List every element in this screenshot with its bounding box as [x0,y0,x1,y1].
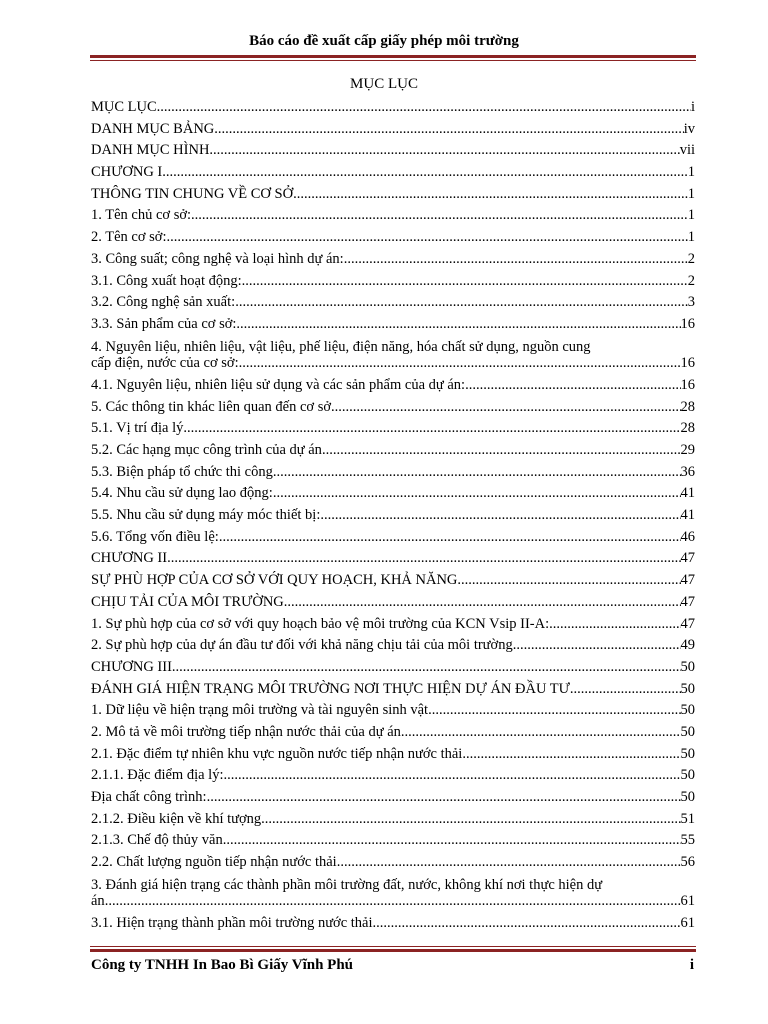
dot-leader [239,355,681,372]
dot-leader [401,722,681,744]
toc-entry-text: 5.2. Các hạng mục công trình của dự án [91,442,322,459]
toc-entry-text: 2.1. Đặc điểm tự nhiên khu vực nguồn nước tiếp nhận nước thải [91,745,463,762]
dot-leader [284,592,681,614]
dot-leader [219,527,681,549]
toc-entry[interactable] [91,592,695,614]
toc-entry-page: 50 [680,745,695,762]
toc-entry[interactable] [91,614,695,636]
dot-leader [242,271,688,293]
dot-leader [344,249,688,271]
toc-entry[interactable] [91,570,695,592]
toc-entry-text: 5.1. Vị trí địa lý [91,420,184,437]
toc-entry-text: DANH MỤC BẢNG [91,120,215,137]
toc-entry[interactable] [91,140,695,162]
toc-entry-text: CHƯƠNG III [91,658,172,675]
page-header-title: Báo cáo đề xuất cấp giấy phép môi trường [249,33,519,49]
toc-entry-page: 50 [680,723,695,740]
toc-entry-page: 50 [680,789,695,806]
toc-entry-page: 50 [680,767,695,784]
footer-company: Công ty TNHH In Bao Bì Giấy Vĩnh Phú [91,957,354,973]
header-rule-thick [90,55,696,58]
toc-entry-text: THÔNG TIN CHUNG VỀ CƠ SỞ [91,185,294,202]
footer-page-number: i [689,957,694,973]
dot-leader [513,635,681,657]
dot-leader [162,162,687,184]
dot-leader [214,119,683,141]
toc-entry-page: 50 [680,702,695,719]
toc-entry-text: SỰ PHÙ HỢP CỦA CƠ SỞ VỚI QUY HOẠCH, KHẢ NĂNG [91,572,458,589]
toc-entry[interactable] [91,336,695,375]
toc-entry[interactable] [91,418,695,440]
dot-leader [223,765,680,787]
toc-entry-text: CHỊU TẢI CỦA MÔI TRƯỜNG [91,593,284,610]
dot-leader [465,375,680,397]
dot-leader [223,830,681,852]
dot-leader [172,657,681,679]
toc-entry-page: iv [683,120,695,137]
toc-entry-text: 3. Công suất; công nghệ và loại hình dự án: [91,250,344,267]
toc-entry[interactable] [91,657,695,679]
toc-entry[interactable] [91,397,695,419]
dot-leader [462,744,680,766]
toc-entry-text: ĐÁNH GIÁ HIỆN TRẠNG MÔI TRƯỜNG NƠI THỰC HIỆN DỰ ÁN ĐẦU TƯ [91,680,570,697]
toc-entry-text: 2. Tên cơ sở: [91,229,167,246]
toc-entry-text: 3.1. Công xuất hoạt động: [91,272,242,289]
toc-entry-text: 5.6. Tổng vốn điều lệ: [91,528,219,545]
toc-entry[interactable] [91,119,695,141]
toc-entry[interactable] [91,635,695,657]
dot-leader [457,570,680,592]
toc-entry[interactable] [91,440,695,462]
toc-entry-text-continued: án [91,893,105,910]
dot-leader [273,483,681,505]
toc-entry-page: 1 [687,185,695,202]
toc-entry-text: DANH MỤC HÌNH [91,142,210,159]
dot-leader [549,614,680,636]
toc-entry-page: 41 [680,485,695,502]
toc-entry[interactable] [91,830,695,852]
toc-entry[interactable] [91,700,695,722]
dot-leader [331,397,680,419]
dot-leader [157,97,691,119]
toc-entry-text: 5.3. Biện pháp tổ chức thi công [91,463,273,480]
toc-entry-text: 1. Dữ liệu về hiện trạng môi trường và tài nguyên sinh vật [91,702,429,719]
toc-entry[interactable] [91,505,695,527]
toc-entry[interactable] [91,527,695,549]
dot-leader [261,809,680,831]
toc-entry-page: 28 [680,398,695,415]
toc-entry-text: CHƯƠNG II [91,550,168,567]
toc-entry-text: 2.1.3. Chế độ thủy văn [91,832,223,849]
toc-entry-page: 46 [680,528,695,545]
toc-entry-text: 3.2. Công nghệ sản xuất: [91,294,236,311]
toc-entry[interactable] [91,375,695,397]
toc-entry-text: 2.1.1. Đặc điểm địa lý: [91,767,224,784]
dot-leader [207,787,681,809]
dot-leader [428,700,680,722]
dot-leader [235,292,688,314]
toc-entry-text: 1. Sự phù hợp của cơ sở với quy hoạch bảo vệ môi trường của KCN Vsip II-A: [91,615,550,632]
toc-entry[interactable] [91,744,695,766]
toc-entry[interactable] [91,809,695,831]
toc-entry-text: 1. Tên chủ cơ sở: [91,207,192,224]
toc-entry[interactable] [91,271,695,293]
dot-leader [236,314,680,336]
toc-entry[interactable] [91,483,695,505]
toc-entry-text: 2. Mô tả về môi trường tiếp nhận nước thải của dự án [91,723,401,740]
dot-leader [183,418,680,440]
toc-entry-text: 4. Nguyên liệu, nhiên liệu, vật liệu, phế liệu, điện năng, hóa chất sử dụng, nguồn cung [91,338,591,355]
toc-entry-text: 3.3. Sản phẩm của cơ sở: [91,315,237,332]
toc-entry-page: 28 [680,420,695,437]
toc-entry-page: 1 [687,207,695,224]
dot-leader [166,227,687,249]
dot-leader [167,548,680,570]
toc-entry-page: 47 [680,615,695,632]
toc-entry-page: 49 [680,637,695,654]
toc-title: MỤC LỤC [350,76,418,92]
toc-entry-text: MỤC LỤC [91,99,157,115]
toc-entry-text: 3. Đánh giá hiện trạng các thành phần môi trường đất, nước, không khí nơi thực hiện dự [91,876,603,893]
toc-entry-page: 29 [680,442,695,459]
toc-entry-page: 47 [680,550,695,567]
toc-entry-page: 50 [680,658,695,675]
toc-entry-page: 16 [680,355,695,372]
toc-entry[interactable] [91,874,695,913]
toc-entry-page: 16 [680,376,695,393]
toc-entry-page: vii [679,142,695,159]
footer-rule-thin [90,946,696,947]
dot-leader [105,893,681,910]
toc-entry-text: 4.1. Nguyên liệu, nhiên liệu sử dụng và các sản phẩm của dự án: [91,376,466,393]
toc-entry-page: 50 [680,680,695,697]
toc-entry[interactable] [91,462,695,484]
toc-entry-page: 56 [680,854,695,871]
toc-entry[interactable] [91,722,695,744]
toc-entry-page: 61 [680,893,695,910]
toc-entry-text-continued: cấp điện, nước của cơ sở: [91,355,239,372]
toc-entry[interactable] [91,162,695,184]
toc-entry-page: 16 [680,315,695,332]
dot-leader [337,852,681,874]
dot-leader [320,505,680,527]
toc-entry[interactable] [91,205,695,227]
toc-entry-text: 5.5. Nhu cầu sử dụng máy móc thiết bị: [91,507,321,524]
toc-entry[interactable] [91,548,695,570]
toc-entry-text: 3.1. Hiện trạng thành phần môi trường nước thải [91,915,373,932]
toc-entry-page: i [690,99,695,115]
toc-entry-text: Địa chất công trình: [91,789,207,806]
toc-entry-text: 5. Các thông tin khác liên quan đến cơ sở [91,398,332,415]
dot-leader [293,184,688,206]
toc-entry[interactable] [91,913,695,935]
toc-entry[interactable] [91,184,695,206]
toc-entry-page: 36 [680,463,695,480]
toc-entry-page: 47 [680,572,695,589]
toc-entry-page: 1 [687,164,695,181]
toc-entry[interactable] [91,97,695,119]
toc-entry-page: 3 [687,294,695,311]
toc-entry-text: 2.2. Chất lượng nguồn tiếp nhận nước thải [91,854,337,871]
toc-entry-text: CHƯƠNG I [91,164,163,181]
toc-entry-page: 55 [680,832,695,849]
table-of-contents [91,97,695,935]
toc-entry[interactable] [91,292,695,314]
dot-leader [273,462,681,484]
toc-entry[interactable] [91,679,695,701]
toc-entry[interactable] [91,314,695,336]
dot-leader [322,440,681,462]
dot-leader [570,679,681,701]
toc-entry[interactable] [91,765,695,787]
toc-entry-text: 5.4. Nhu cầu sử dụng lao động: [91,485,273,502]
dot-leader [191,205,688,227]
toc-entry[interactable] [91,227,695,249]
toc-entry[interactable] [91,787,695,809]
dot-leader [373,913,681,935]
toc-entry-text: 2.1.2. Điều kiện về khí tượng [91,810,262,827]
toc-entry-page: 2 [687,272,695,289]
header-rule-thin [90,60,696,61]
toc-entry[interactable] [91,249,695,271]
toc-entry-page: 41 [680,507,695,524]
toc-entry-page: 1 [687,229,695,246]
dot-leader [209,140,679,162]
toc-entry-page: 51 [680,810,695,827]
toc-entry-page: 2 [687,250,695,267]
toc-entry[interactable] [91,852,695,874]
toc-entry-page: 61 [680,915,695,932]
toc-entry-text: 2. Sự phù hợp của dự án đầu tư đối với khả năng chịu tải của môi trường [91,637,513,654]
footer-rule-thick [90,949,696,952]
toc-entry-page: 47 [680,593,695,610]
